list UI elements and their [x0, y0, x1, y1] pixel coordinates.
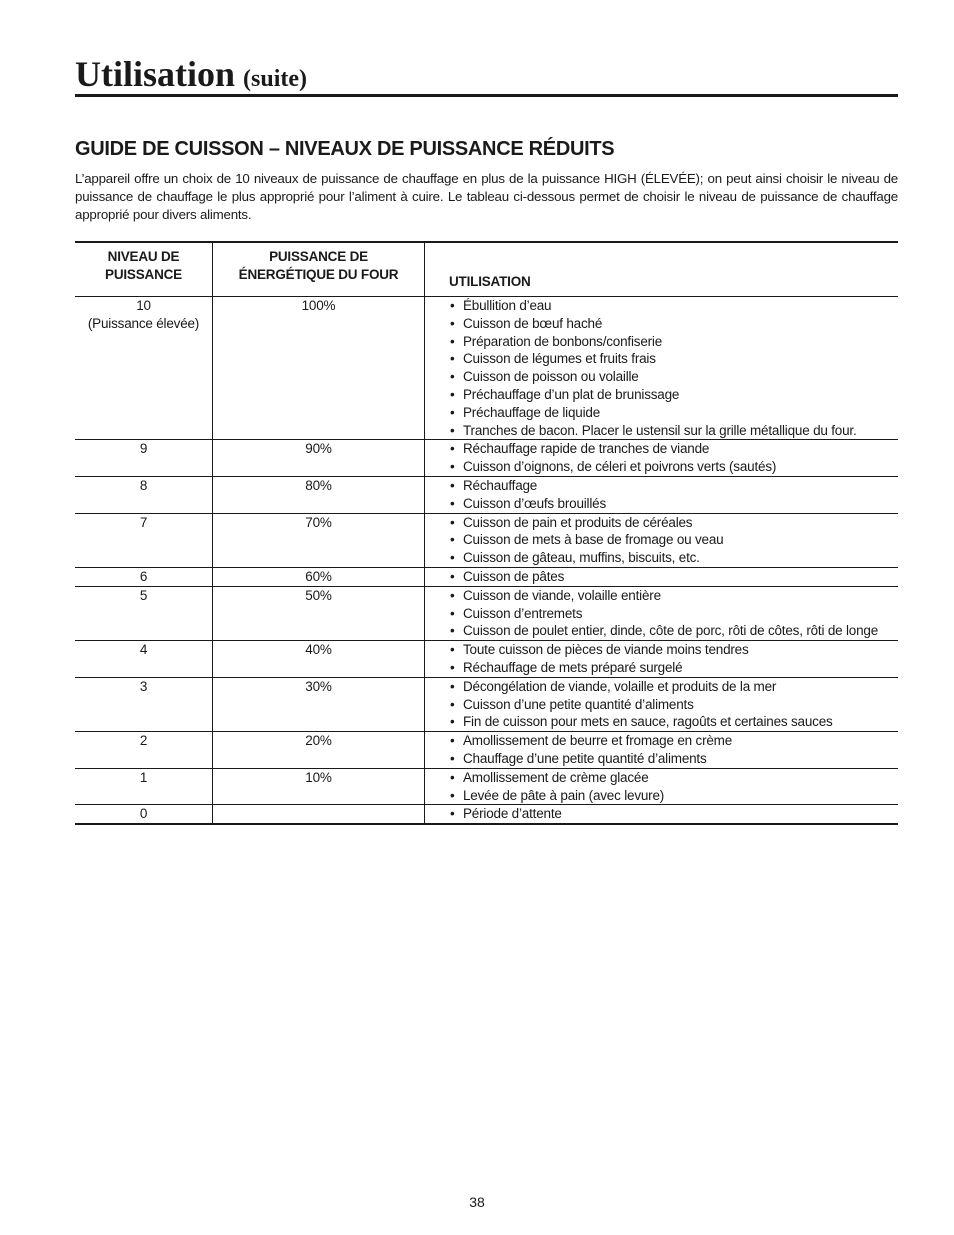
table-row: [75, 440, 898, 477]
table-row: [75, 567, 898, 586]
list-item: • Levée de pâte à pain (avec levure): [447, 787, 898, 805]
list-item: • Cuisson de pâtes: [447, 568, 898, 586]
oven-power-cell: 40%: [213, 641, 425, 678]
list-item: • Réchauffage de mets préparé surgelé: [447, 659, 898, 677]
list-item: • Cuisson de légumes et fruits frais: [447, 350, 898, 368]
uses-list: [447, 297, 898, 439]
oven-power-cell: 30%: [213, 677, 425, 731]
uses-cell: [425, 732, 899, 769]
oven-power-cell: [213, 805, 425, 824]
uses-list: [447, 732, 898, 768]
table-header: [75, 242, 898, 297]
page-number: 38: [469, 1194, 485, 1210]
list-item: • Cuisson de gâteau, muffins, biscuits, etc.: [447, 549, 898, 567]
oven-power-cell: 20%: [213, 732, 425, 769]
list-item: • Préchauffage d’un plat de brunissage: [447, 386, 898, 404]
table-row: [75, 732, 898, 769]
power-level-cell: [75, 513, 213, 567]
list-item: • Préchauffage de liquide: [447, 404, 898, 422]
list-item: • Cuisson d’oignons, de céleri et poivrons verts (sautés): [447, 458, 898, 476]
power-level-table: [75, 241, 898, 825]
power-level-cell: [75, 476, 213, 513]
oven-power-cell: 60%: [213, 567, 425, 586]
oven-power-cell: 70%: [213, 513, 425, 567]
uses-cell: [425, 440, 899, 477]
header-power-level: [75, 242, 213, 297]
power-level-cell: [75, 567, 213, 586]
oven-power-cell: 90%: [213, 440, 425, 477]
uses-list: [447, 587, 898, 640]
table-header-row: [75, 242, 898, 297]
power-level-cell: [75, 805, 213, 824]
uses-list: [447, 514, 898, 567]
power-level-value: 7: [139, 514, 148, 530]
page-title: [75, 56, 307, 92]
header-power-level-line1: NIVEAU DE: [107, 249, 180, 264]
power-level-value: 5: [139, 587, 148, 603]
power-level-cell: [75, 440, 213, 477]
table-body: [75, 297, 898, 825]
power-level-value: 6: [139, 568, 148, 584]
list-item: • Cuisson d’entremets: [447, 605, 898, 623]
power-level-cell: [75, 677, 213, 731]
power-level-cell: [75, 641, 213, 678]
uses-cell: [425, 513, 899, 567]
section-heading: GUIDE DE CUISSON – NIVEAUX DE PUISSANCE RÉDUITS: [75, 138, 615, 160]
list-item: • Fin de cuisson pour mets en sauce, ragoûts et certaines sauces: [447, 713, 898, 731]
power-level-value: 2: [139, 733, 148, 749]
uses-cell: [425, 297, 899, 440]
oven-power-cell: 100%: [213, 297, 425, 440]
list-item: • Cuisson de poulet entier, dinde, côte de porc, rôti de côtes, rôti de longe: [447, 622, 898, 640]
list-item: • Cuisson d’une petite quantité d’aliments: [447, 696, 898, 714]
uses-list: [447, 805, 898, 823]
oven-power-cell: 80%: [213, 476, 425, 513]
uses-list: [447, 440, 898, 476]
power-level-cell: [75, 586, 213, 640]
uses-cell: [425, 805, 899, 824]
list-item: • Toute cuisson de pièces de viande moins tendres: [447, 641, 898, 659]
page-title-text: Utilisation: [75, 54, 236, 94]
power-level-value: 0: [139, 806, 148, 822]
uses-cell: [425, 567, 899, 586]
uses-cell: [425, 586, 899, 640]
page-title-suffix: (suite): [243, 66, 307, 92]
list-item: • Préparation de bonbons/confiserie: [447, 333, 898, 351]
table-row: [75, 476, 898, 513]
list-item: • Cuisson de bœuf haché: [447, 315, 898, 333]
list-item: • Chauffage d’une petite quantité d’aliments: [447, 750, 898, 768]
table-row: [75, 677, 898, 731]
header-uses: UTILISATION: [449, 274, 531, 289]
oven-power-cell: 10%: [213, 768, 425, 805]
list-item: • Tranches de bacon. Placer le ustensil sur la grille métallique du four.: [447, 422, 898, 440]
list-item: • Amollissement de crème glacée: [447, 769, 898, 787]
power-level-cell: [75, 297, 213, 440]
header-power-level-line2: PUISSANCE: [105, 267, 182, 282]
power-level-value: 4: [139, 642, 148, 658]
list-item: • Amollissement de beurre et fromage en crème: [447, 732, 898, 750]
list-item: • Décongélation de viande, volaille et produits de la mer: [447, 678, 898, 696]
uses-cell: [425, 641, 899, 678]
list-item: • Ébullition d’eau: [447, 297, 898, 315]
uses-list: [447, 769, 898, 805]
header-oven-power-line2: ÉNERGÉTIQUE DU FOUR: [238, 267, 399, 282]
uses-cell: [425, 476, 899, 513]
list-item: • Réchauffage rapide de tranches de viande: [447, 440, 898, 458]
table-row: [75, 768, 898, 805]
uses-list: [447, 678, 898, 731]
uses-cell: [425, 677, 899, 731]
power-level-value: 10: [136, 298, 151, 313]
uses-list: [447, 477, 898, 513]
power-level-note: (Puissance élevée): [87, 315, 200, 331]
list-item: • Cuisson de viande, volaille entière: [447, 587, 898, 605]
power-level-cell: [75, 732, 213, 769]
list-item: • Cuisson de poisson ou volaille: [447, 368, 898, 386]
table-row: [75, 513, 898, 567]
list-item: • Cuisson de pain et produits de céréales: [447, 514, 898, 532]
uses-cell: [425, 768, 899, 805]
header-oven-power-line1: PUISSANCE DE: [269, 249, 368, 264]
power-level-value: 9: [139, 441, 148, 457]
power-level-value: 8: [139, 477, 148, 493]
power-level-value: 3: [139, 678, 148, 694]
uses-list: [447, 641, 898, 677]
table-row: [75, 297, 898, 440]
power-level-cell: [75, 768, 213, 805]
table-row: [75, 586, 898, 640]
list-item: • Cuisson de mets à base de fromage ou veau: [447, 531, 898, 549]
header-oven-power: [213, 242, 425, 297]
power-level-value: 1: [139, 769, 148, 785]
list-item: • Cuisson d’œufs brouillés: [447, 495, 898, 513]
uses-list: [447, 568, 898, 586]
intro-paragraph: L’appareil offre un choix de 10 niveaux de puissance de chauffage en plus de la puissance HIGH (ÉLEVÉE); on peut ainsi choisir le niveau de puissance de chauffage le plus approprié pour l’aliment à cuire. Le tableau ci-dessous permet de choisir le niveau de puissance de chauffage approprié pour divers aliments.: [75, 171, 898, 222]
table-row: [75, 641, 898, 678]
list-item: • Réchauffage: [447, 477, 898, 495]
table-row: [75, 805, 898, 824]
page-header: [75, 48, 898, 97]
oven-power-cell: 50%: [213, 586, 425, 640]
list-item: • Période d’attente: [447, 805, 898, 823]
